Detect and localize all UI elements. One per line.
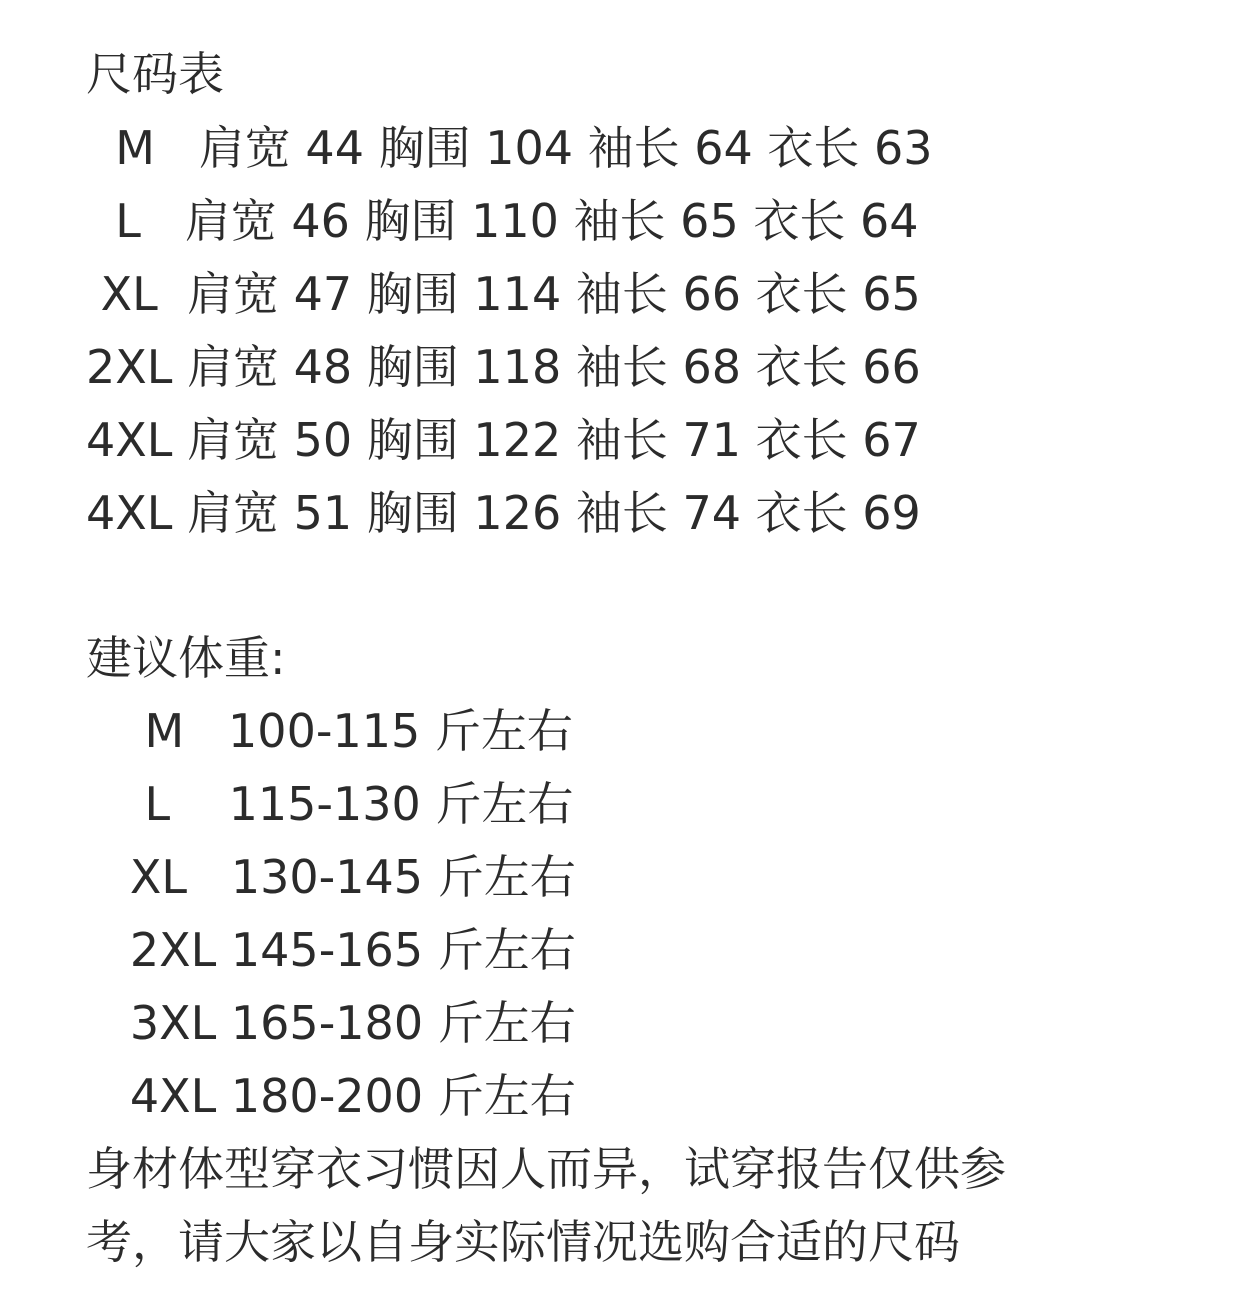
weight-guide-title: 建议体重: [86, 631, 286, 685]
note-line-1: 身材体型穿衣习惯因人而异，试穿报告仅供参 [86, 1142, 1006, 1196]
weight-row-2xl: 2XL 145-165 斤左右 [86, 923, 576, 977]
weight-row-3xl: 3XL 165-180 斤左右 [86, 996, 576, 1050]
size-row-xl: XL 肩宽 47 胸围 114 袖长 66 衣长 65 [86, 267, 921, 321]
note-line-2: 考，请大家以自身实际情况选购合适的尺码 [86, 1215, 960, 1269]
weight-row-m: M 100-115 斤左右 [86, 704, 573, 758]
weight-row-l: L 115-130 斤左右 [86, 777, 574, 831]
size-row-4xl-a: 4XL 肩宽 50 胸围 122 袖长 71 衣长 67 [86, 413, 921, 467]
size-chart-title: 尺码表 [86, 47, 224, 101]
weight-row-4xl: 4XL 180-200 斤左右 [86, 1069, 576, 1123]
weight-row-xl: XL 130-145 斤左右 [86, 850, 576, 904]
size-row-4xl-b: 4XL 肩宽 51 胸围 126 袖长 74 衣长 69 [86, 486, 921, 540]
size-row-l: L 肩宽 46 胸围 110 袖长 65 衣长 64 [86, 194, 919, 248]
size-row-m: M 肩宽 44 胸围 104 袖长 64 衣长 63 [86, 121, 933, 175]
size-row-2xl: 2XL 肩宽 48 胸围 118 袖长 68 衣长 66 [86, 340, 921, 394]
